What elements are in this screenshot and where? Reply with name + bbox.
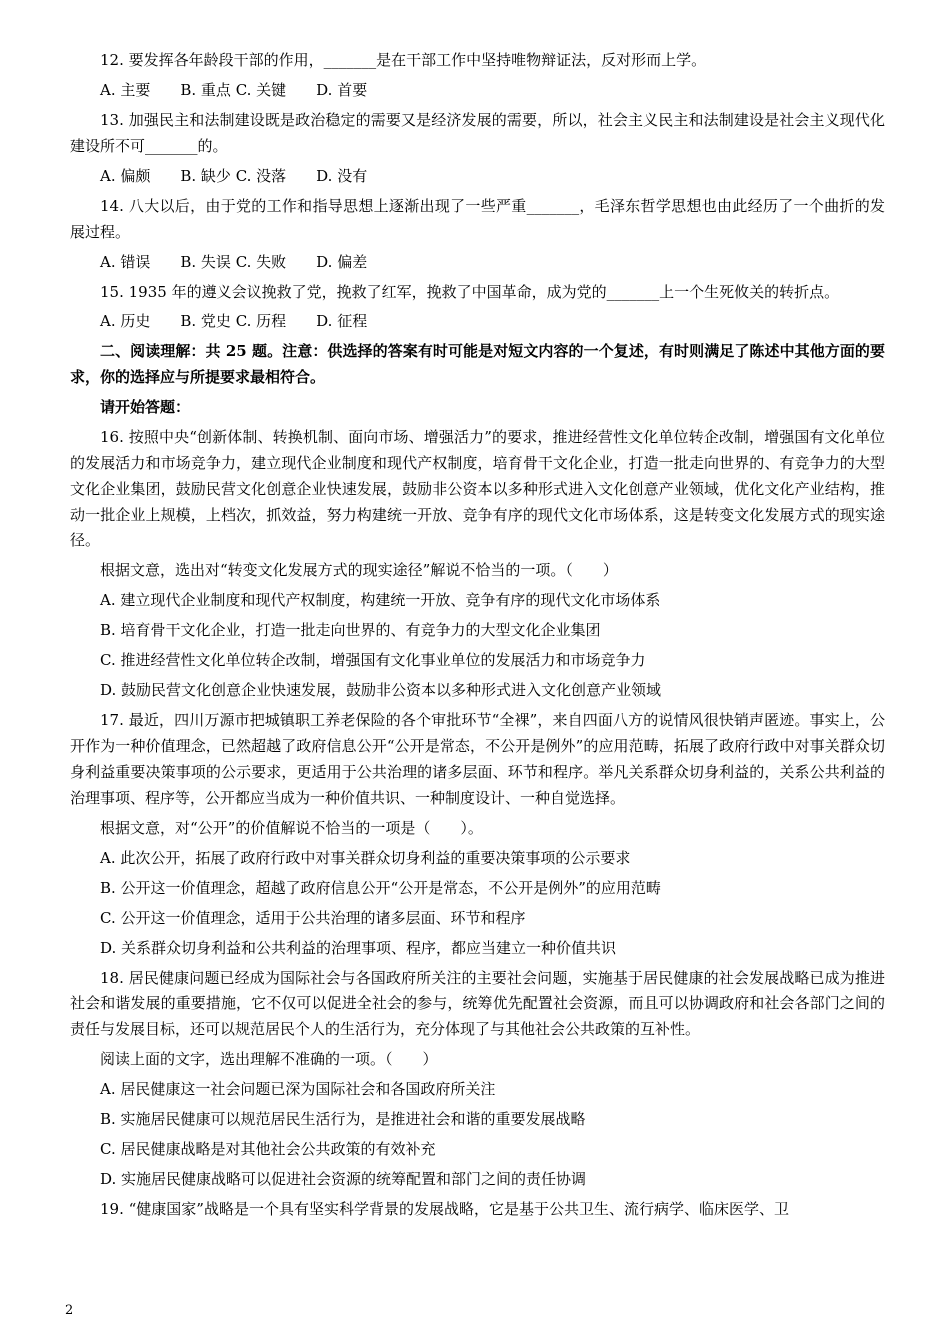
question-14-stem: 14. 八大以后，由于党的工作和指导思想上逐渐出现了一些严重_______，毛泽东哲学思想也由此经历了一个曲折的发展过程。 [70,196,885,241]
question-17-option-a: A. 此次公开，拓展了政府行政中对事关群众切身利益的重要决策事项的公示要求 [100,848,631,867]
question-17-option-d: D. 关系群众切身利益和公共利益的治理事项、程序，都应当建立一种价值共识 [100,938,617,957]
question-18-option-a: A. 居民健康这一社会问题已深为国际社会和各国政府所关注 [100,1080,496,1099]
question-17-passage: 17. 最近，四川万源市把城镇职工养老保险的各个审批环节“全裸”，来自四面八方的说情风很快销声匿迹。事实上，公开作为一种价值理念，已然超越了政府信息公开“公开是常态，不公开是例外”的应用范畴，拓展了政府行政中对事关群众切身利益重要决策事项的公示要求，更适用于公共治理的诸多层面、环节和程序。举凡关系群众切身利益的，关系公共利益的治理事项、程序等，公开都应当成为一种价值共识、一种制度设计、一种自觉选择。 [70,711,885,807]
section-2-start: 请开始答题： [100,398,191,417]
question-17-option-b: B. 公开这一价值理念，超越了政府信息公开“公开是常态，不公开是例外”的应用范畴 [100,878,661,897]
section-2-heading: 二、阅读理解：共 25 题。注意：供选择的答案有时可能是对短文内容的一个复述，有时则满足了陈述中其他方面的要求，你的选择应与所提要求最相符合。 [70,342,885,387]
page-number: 2 [65,1303,74,1318]
question-13-stem: 13. 加强民主和法制建设既是政治稳定的需要又是经济发展的需要，所以，社会主义民主和法制建设是社会主义现代化建设所不可_______的。 [70,110,885,155]
question-18-passage: 18. 居民健康问题已经成为国际社会与各国政府所关注的主要社会问题，实施基于居民健康的社会发展战略已成为推进社会和谐发展的重要措施，它不仅可以促进全社会的参与，统筹优先配置社会资源，而且可以协调政府和社会各部门之间的责任与发展目标，还可以规范居民个人的生活行为，充分体现了与其他社会公共政策的互补性。 [70,968,885,1039]
question-16-option-c: C. 推进经营性文化单位转企改制，增强国有文化事业单位的发展活力和市场竞争力 [100,651,646,670]
question-15-stem: 15. 1935 年的遵义会议挽救了党，挽救了红军，挽救了中国革命，成为党的_______上一个生死攸关的转折点。 [100,282,840,301]
document-page [70,48,885,1227]
question-17-prompt: 根据文意，对“公开”的价值解说不恰当的一项是（ ）。 [100,818,483,837]
question-16-option-b: B. 培育骨干文化企业，打造一批走向世界的、有竞争力的大型文化企业集团 [100,621,601,640]
question-12-options: A. 主要 B. 重点 C. 关键 D. 首要 [100,80,368,99]
question-12-stem: 12. 要发挥各年龄段干部的作用，_______是在干部工作中坚持唯物辩证法，反对形而上学。 [100,51,707,69]
question-16-option-d: D. 鼓励民营文化创意企业快速发展，鼓励非公资本以多种形式进入文化创意产业领域 [100,681,662,700]
question-18-prompt: 阅读上面的文字，选出理解不准确的一项。（ ） [100,1050,438,1069]
question-15-options: A. 历史 B. 党史 C. 历程 D. 征程 [100,312,368,331]
question-18-option-c: C. 居民健康战略是对其他社会公共政策的有效补充 [100,1140,436,1159]
question-16-passage: 16. 按照中央“创新体制、转换机制、面向市场、增强活力”的要求，推进经营性文化单位转企改制，增强国有文化单位的发展活力和市场竞争力，建立现代企业制度和现代产权制度，培育骨干文化企业，打造一批走向世界的、有竞争力的大型文化企业集团，鼓励民营文化创意企业快速发展，鼓励非公资本以多种形式进入文化创意产业领域，优化文化产业结构，推动一批企业上规模，上档次，抓效益，努力构建统一开放、竞争有序的现代文化市场体系，这是转变文化发展方式的现实途径。 [70,428,885,550]
question-19-passage: 19. “健康国家”战略是一个具有坚实科学背景的发展战略，它是基于公共卫生、流行病学、临床医学、卫 [100,1200,789,1219]
question-16-option-a: A. 建立现代企业制度和现代产权制度，构建统一开放、竞争有序的现代文化市场体系 [100,591,661,610]
question-17-option-c: C. 公开这一价值理念，适用于公共治理的诸多层面、环节和程序 [100,908,526,927]
question-14-options: A. 错误 B. 失误 C. 失败 D. 偏差 [100,252,368,271]
question-13-options: A. 偏颇 B. 缺少 C. 没落 D. 没有 [100,166,368,185]
question-18-option-d: D. 实施居民健康战略可以促进社会资源的统筹配置和部门之间的责任协调 [100,1170,587,1189]
question-18-option-b: B. 实施居民健康可以规范居民生活行为，是推进社会和谐的重要发展战略 [100,1110,586,1129]
question-16-prompt: 根据文意，选出对“转变文化发展方式的现实途径”解说不恰当的一项。（ ） [100,561,618,580]
